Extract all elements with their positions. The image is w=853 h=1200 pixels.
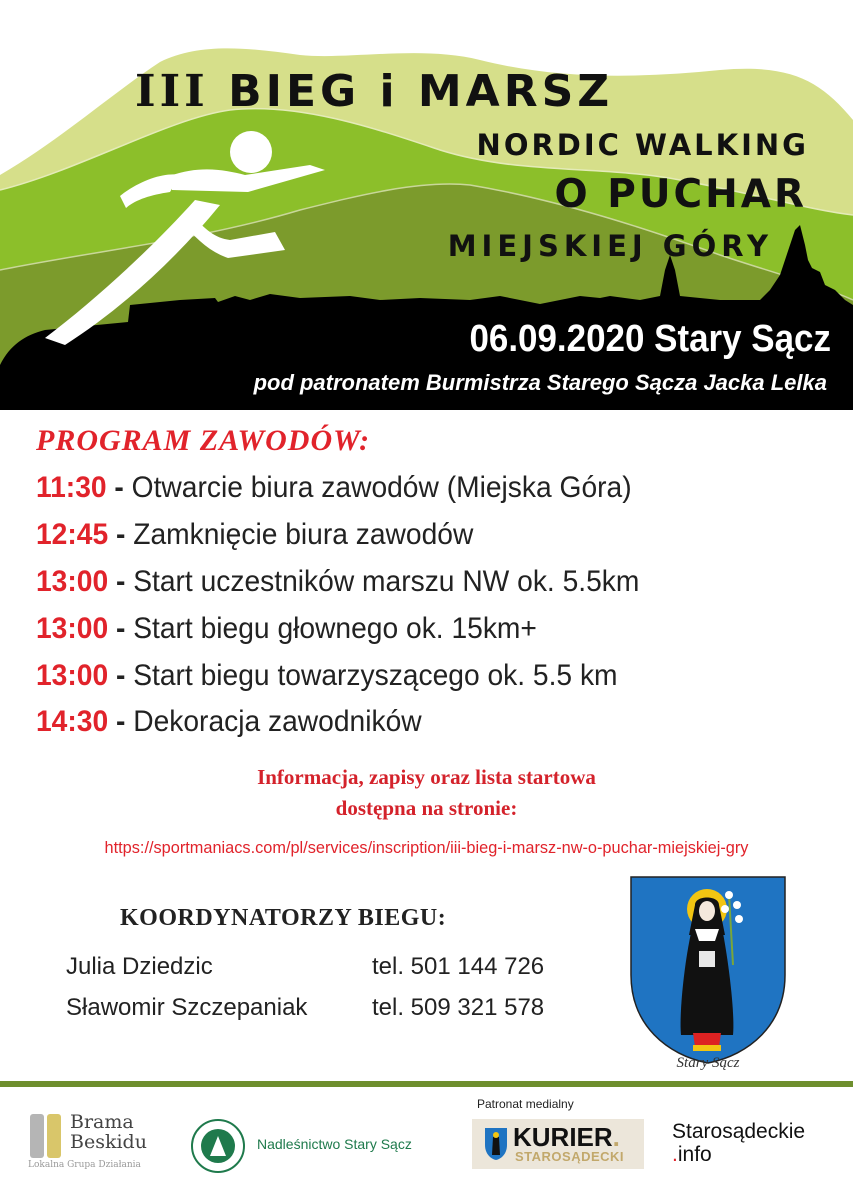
kurier-dot: . [612,1122,620,1152]
title-line-1 [135,66,613,117]
coordinator-name: Julia Dziedzic [66,953,213,980]
info-line-2: dostępna na stronie: [335,796,518,820]
program-item [36,518,473,552]
separator: - [114,471,124,504]
starosadeckie-info-logo [672,1120,805,1166]
separator: - [115,612,126,645]
title-line-3: O PUCHAR [554,172,807,217]
program-text: Otwarcie biura zawodów (Miejska Góra) [131,471,632,504]
brama-line-2: Beskidu [70,1131,147,1153]
program-text: Dekoracja zawodników [133,705,422,738]
title-line-2: NORDIC WALKING [476,128,809,162]
staro-dot: . [672,1143,678,1166]
program-item [36,705,422,739]
coordinator-phone: tel. 501 144 726 [372,953,545,980]
lasy-panstwowe-logo-icon [190,1118,246,1174]
coordinators-title: KOORDYNATORZY BIEGU: [120,905,447,931]
separator: - [115,659,126,692]
info-line-1: Informacja, zapisy oraz lista startowa [257,765,596,789]
brama-line-1: Brama [70,1111,134,1133]
program-item [36,659,618,693]
title-line-4: MIEJSKIEJ GÓRY [447,229,773,263]
coordinator-name: Sławomir Szczepaniak [66,994,308,1021]
program-item [36,471,632,505]
brama-ornament-icon [28,1114,64,1158]
brama-subtitle: Lokalna Grupa Działania [28,1160,141,1170]
coordinator-phone: tel. 509 321 578 [372,994,545,1021]
event-banner [0,0,853,410]
program-text: Zamknięcie biura zawodów [133,518,474,551]
footer-divider [0,1081,853,1087]
registration-link[interactable]: https://sportmaniacs.com/pl/services/inscription/iii-bieg-i-marsz-nw-o-puchar-miejskiej-gry [104,838,749,857]
kurier-starosadecki-logo [472,1119,644,1169]
event-date-place: 06.09.2020 Stary Sącz [469,318,831,360]
coordinator-row [66,994,544,1022]
program-item [36,565,639,599]
program-text: Start biegu głownego ok. 15km+ [133,612,537,645]
kurier-shield-icon [484,1127,508,1161]
program-time: 11:30 [36,471,107,504]
program-time: 12:45 [36,518,109,551]
separator: - [115,565,126,598]
media-patronage-label: Patronat medialny [477,1097,574,1111]
stary-sacz-coat-of-arms [629,875,787,1065]
program-time: 14:30 [36,705,109,738]
kurier-subtitle: STAROSĄDECKI [515,1149,625,1164]
program-item [36,612,537,646]
patronage-text: pod patronatem Burmistrza Starego Sącza Jacka Lelka [253,370,827,395]
program-text: Start uczestników marszu NW ok. 5.5km [133,565,640,598]
separator: - [115,705,126,738]
nadlesnictwo-label: Nadleśnictwo Stary Sącz [257,1136,412,1152]
program-time: 13:00 [36,612,109,645]
crest-caption: Stary Sącz [676,1055,740,1071]
edition-number: III [135,66,209,117]
program-time: 13:00 [36,565,109,598]
kurier-word: KURIER [513,1122,613,1152]
brama-wordmark [70,1112,147,1152]
coordinator-row [66,953,544,981]
program-text: Start biegu towarzyszącego ok. 5.5 km [133,659,618,692]
program-time: 13:00 [36,659,109,692]
program-title: PROGRAM ZAWODÓW: [36,424,371,457]
staro-line-1: Starosądeckie [672,1120,806,1143]
title-text-1: BIEG i MARSZ [228,66,614,117]
separator: - [115,518,126,551]
brama-beskidu-logo [28,1112,168,1172]
staro-line-2: info [677,1143,712,1166]
